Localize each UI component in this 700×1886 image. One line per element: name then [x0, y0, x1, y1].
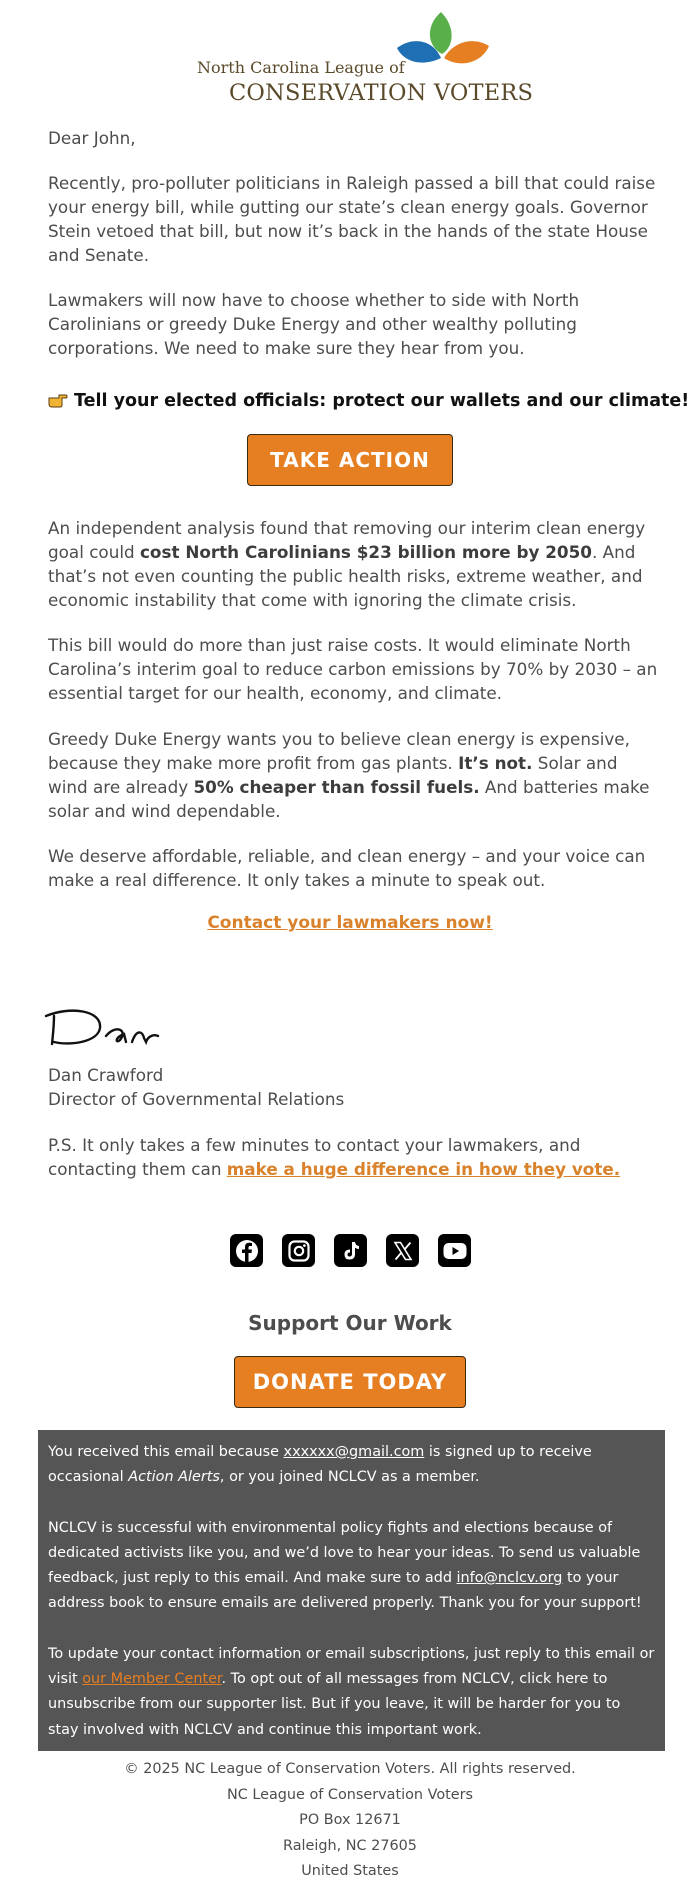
facebook-icon[interactable] [230, 1234, 263, 1267]
p5-bold-1: It’s not. [458, 753, 533, 773]
x-icon[interactable] [386, 1234, 419, 1267]
donate-button[interactable]: DONATE TODAY [234, 1356, 466, 1408]
footer-f2-b: to your address book to ensure emails are delivered properly. Thank you for your support! [48, 1570, 642, 1612]
p3-text-a: An independent analysis found that removing our interim clean energy goal could [48, 518, 646, 562]
p5-text-c: Solar and wind are already [48, 753, 618, 797]
logo-line-2: CONSERVATION VOTERS [229, 80, 534, 106]
footer-f3-b: . To opt out of all messages from NCLCV, click here to unsubscribe from our supporter list. But if you leave, it will be harder for you to stay involved with NCLCV and continue this important work. [48, 1671, 621, 1738]
p5-text-a: Greedy Duke Energy wants you to believe clean energy is expensive, because they make more profit from gas plants. [48, 729, 630, 773]
footer-action-alerts: Action Alerts [128, 1469, 220, 1486]
handwritten-signature [40, 1002, 165, 1050]
footer-f1-a: You received this email because [48, 1444, 284, 1460]
footer-f2-a: NCLCV is successful with environmental policy fights and elections because of dedicated activists like you, and we’d love to hear your ideas. To send us valuable feedback, just reply to this email. And make sure to add [48, 1519, 641, 1587]
footer-paragraph-1 [48, 1440, 655, 1491]
nclcv-logo[interactable] [197, 6, 534, 106]
footer-f3-a: To update your contact information or email subscriptions, just reply to this email or visit [48, 1645, 655, 1688]
p3-text-c: . And that’s not even counting the public health risks, extreme weather, and economic instability that come with ignoring the climate crisis. [48, 542, 643, 610]
postscript [48, 1133, 658, 1181]
p5-text-e: And batteries make solar and wind dependable. [48, 777, 650, 821]
paragraph-6: We deserve affordable, reliable, and clean energy – and your voice can make a real difference. It only takes a minute to speak out. [48, 846, 646, 890]
contact-lawmakers-link[interactable]: Contact your lawmakers now! [207, 913, 493, 933]
ps-text: P.S. It only takes a few minutes to contact your lawmakers, and contacting them can [48, 1135, 581, 1179]
footer-recipient-email[interactable]: xxxxxx@gmail.com [283, 1444, 425, 1460]
leaf-logo-icon [397, 6, 507, 78]
member-center-link[interactable]: our Member Center [82, 1671, 222, 1688]
greeting: Dear John, [48, 128, 136, 148]
tiktok-icon[interactable] [334, 1234, 367, 1267]
paragraph-4: This bill would do more than just raise costs. It would eliminate North Carolina’s interim goal to reduce carbon emissions by 70% by 2030 – an essential target for our health, economy, and climate. [48, 635, 658, 703]
social-links [230, 1234, 471, 1267]
youtube-icon[interactable] [438, 1234, 471, 1267]
po-box: PO Box 12671 [299, 1812, 401, 1828]
paragraph-1: Recently, pro-polluter politicians in Raleigh passed a bill that could raise your energy bill, while gutting our state’s clean energy goals. Governor Stein vetoed that bill, but now it’s back in the hands of the state House and Senate. [48, 173, 656, 265]
footer-paragraph-3 [48, 1642, 655, 1743]
address-block [0, 1757, 700, 1885]
call-to-action-headline [48, 391, 690, 411]
city-state-zip: Raleigh, NC 27605 [283, 1837, 417, 1854]
footer-f1-b: is signed up to receive occasional [48, 1444, 592, 1486]
take-action-button[interactable]: TAKE ACTION [247, 434, 453, 486]
signature-name: Dan Crawford [48, 1065, 164, 1085]
p5-bold-2: 50% cheaper than fossil fuels. [193, 777, 480, 797]
footer-f1-c: , or you joined NCLCV as a member. [219, 1469, 480, 1486]
support-heading: Support Our Work [248, 1311, 452, 1335]
org-name: NC League of Conservation Voters [226, 1786, 474, 1803]
country: United States [301, 1863, 399, 1879]
logo-line-1: North Carolina League of [197, 58, 405, 77]
ps-link[interactable]: make a huge difference in how they vote. [226, 1159, 621, 1179]
pointing-hand-icon [48, 392, 68, 408]
headline-text: Tell your elected officials: protect our wallets and our climate! [74, 391, 690, 411]
footer-paragraph-2 [48, 1516, 655, 1617]
p3-bold: cost North Carolinians $23 billion more by 2050 [139, 542, 592, 562]
instagram-icon[interactable] [282, 1234, 315, 1267]
paragraph-2: Lawmakers will now have to choose whether to side with North Carolinians or greedy Duke Energy and other wealthy polluting corporations. We need to make sure they hear from you. [48, 290, 580, 358]
paragraph-3 [48, 516, 658, 612]
signature-title: Director of Governmental Relations [48, 1089, 345, 1109]
copyright: © 2025 NC League of Conservation Voters. All rights reserved. [124, 1761, 576, 1777]
footer-info-email[interactable]: info@nclcv.org [456, 1570, 563, 1587]
paragraph-5 [48, 727, 658, 823]
footer-notice [38, 1430, 665, 1751]
